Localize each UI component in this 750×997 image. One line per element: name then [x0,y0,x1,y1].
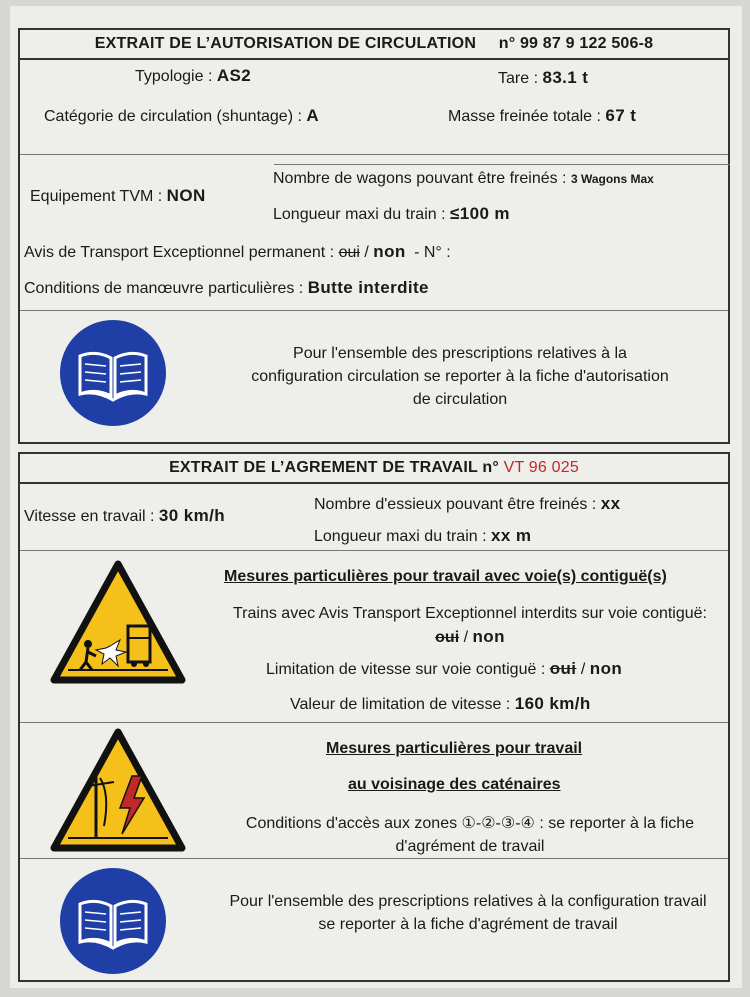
essieux: Nombre d'essieux pouvant être freinés : xx [314,494,621,513]
longueur-circulation: Longueur maxi du train : ≤100 m [273,204,510,223]
voie-heading: Mesures particulières pour travail avec voie(s) contiguë(s) [224,568,667,585]
circulation-title: EXTRAIT DE L’AUTORISATION DE CIRCULATION n° 99 87 9 122 506-8 [20,30,728,60]
wagons: Nombre de wagons pouvant être freinés : 3 Wagons Max [273,170,654,187]
circulation-number: n° 99 87 9 122 506-8 [498,35,654,52]
masse-freinee: Masse freinée totale : 67 t [448,106,637,125]
travail-number: VT 96 025 [503,459,579,476]
tvm: Equipement TVM : NON [30,186,206,205]
book-icon [58,318,168,428]
circulation-note: Pour l'ensemble des prescriptions relatives à la configuration circulation se reporter à la fiche d'autorisation de circulation [251,345,669,408]
warning-train-icon [48,558,188,686]
book-icon [58,866,168,976]
travail-note: Pour l'ensemble des prescriptions relatives à la configuration travail se reporter à la fiche d'agrément de travail [229,893,707,933]
catenaire-heading-1: Mesures particulières pour travail [326,740,583,757]
typologie: Typologie : AS2 [135,66,252,85]
travail-title: EXTRAIT DE L’AGREMENT DE TRAVAIL n° VT 96 025 [20,454,728,484]
manoeuvre: Conditions de manœuvre particulières : Butte interdite [24,278,429,297]
catenaire-heading-2: au voisinage des caténaires [348,776,561,793]
voie-ate: Trains avec Avis Transport Exceptionnel interdits sur voie contiguë: oui / non [232,605,707,646]
longueur-travail: Longueur maxi du train : xx m [314,526,532,545]
categorie: Catégorie de circulation (shuntage) : A [44,106,320,125]
avis-transport: Avis de Transport Exceptionnel permanent : oui / non - N° : [24,242,451,261]
travail-panel [18,452,730,982]
warning-electric-icon [48,726,188,854]
vitesse-travail: Vitesse en travail : 30 km/h [24,506,226,525]
circulation-panel [18,28,730,444]
valeur-limitation: Valeur de limitation de vitesse : 160 km/h [290,694,591,713]
limitation: Limitation de vitesse sur voie contiguë : oui / non [266,659,623,678]
acces-zones: Conditions d'accès aux zones ①-②-③-④ : se reporter à la fiche d'agrément de travail [245,815,695,855]
tare: Tare : 83.1 t [498,68,589,87]
